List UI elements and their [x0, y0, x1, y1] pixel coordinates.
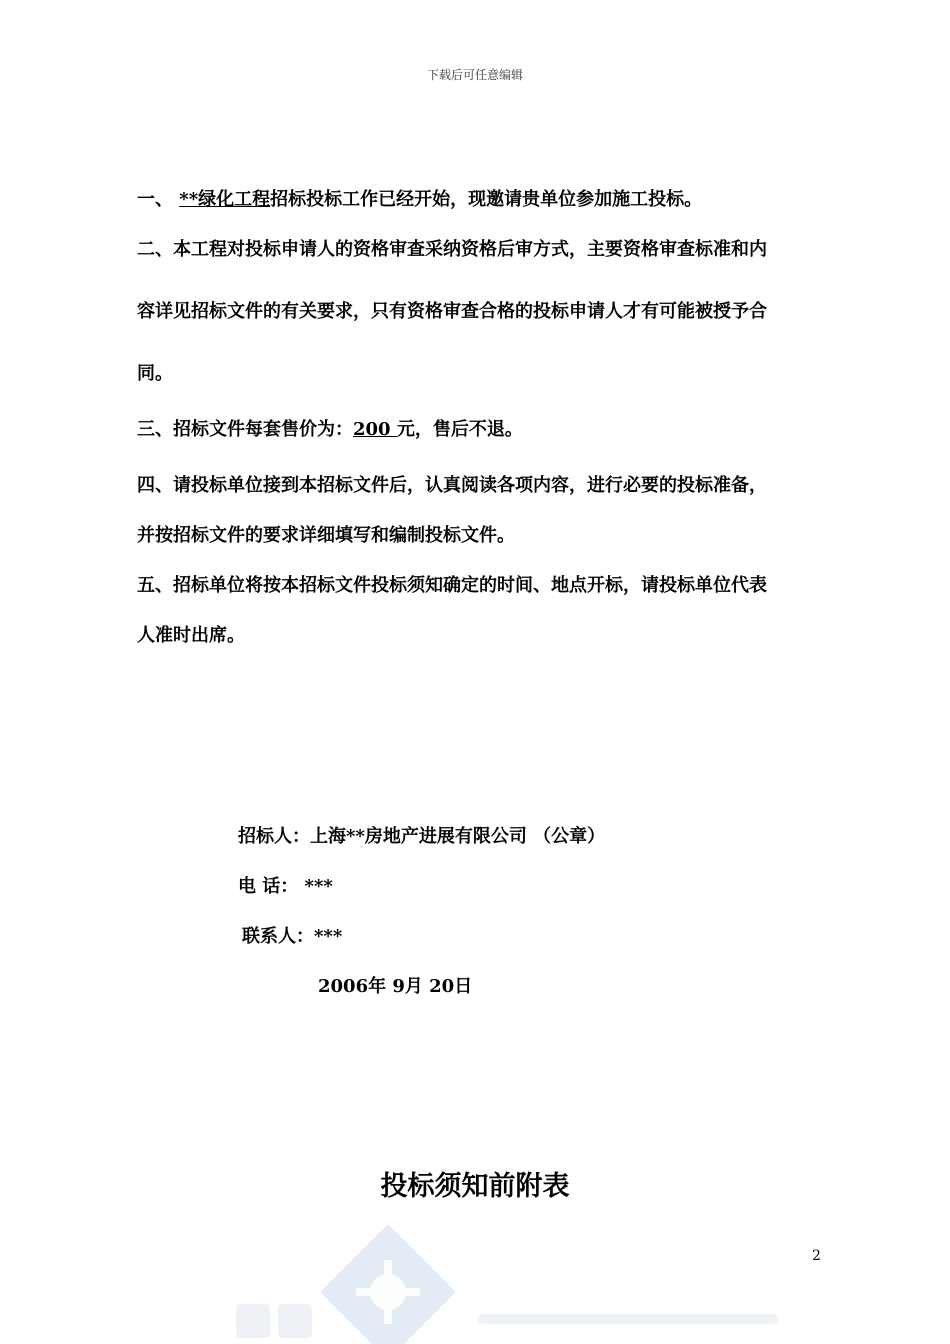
paragraph-2-line-1: 二、本工程对投标申请人的资格审查采纳资格后审方式，主要资格审查标准和内: [137, 239, 767, 260]
paragraph-4-line-1: 四、请投标单位接到本招标文件后，认真阅读各项内容，进行必要的投标准备，: [137, 475, 767, 496]
item-3-text: 元，售后不退。: [396, 419, 523, 440]
item-1-text: 招标投标工作已经开始，现邀请贵单位参加施工投标。: [270, 189, 703, 210]
item-1-prefix: 一、: [137, 189, 180, 210]
date-line: 2006年 9月 20日: [318, 976, 473, 997]
paragraph-3: [137, 418, 827, 442]
watermark-logo-icon: [228, 1222, 788, 1344]
paragraph-2-line-2: 容详见招标文件的有关要求，只有资格审查合格的投标申请人才有可能被授予合: [137, 301, 767, 322]
paragraph-4-line-2: 并按招标文件的要求详细填写和编制投标文件。: [137, 525, 515, 546]
section-title: 投标须知前附表: [380, 1171, 570, 1202]
phone-line: 电 话： ***: [238, 876, 333, 897]
paragraph-1: [137, 188, 827, 212]
price-value: 200: [353, 419, 397, 440]
paragraph-2-line-3: 同。: [137, 363, 173, 384]
project-name: **绿化工程: [179, 189, 271, 210]
page-header-note: 下载后可任意编辑: [426, 68, 523, 82]
page-number: 2: [812, 1248, 821, 1264]
issuer-line: 招标人：上海**房地产进展有限公司 （公章）: [238, 826, 606, 847]
contact-line: 联系人：***: [242, 926, 343, 947]
item-3-prefix: 三、招标文件每套售价为：: [137, 419, 353, 440]
paragraph-5-line-1: 五、招标单位将按本招标文件投标须知确定的时间、地点开标，请投标单位代表: [137, 575, 767, 596]
paragraph-5-line-2: 人准时出席。: [137, 625, 245, 646]
